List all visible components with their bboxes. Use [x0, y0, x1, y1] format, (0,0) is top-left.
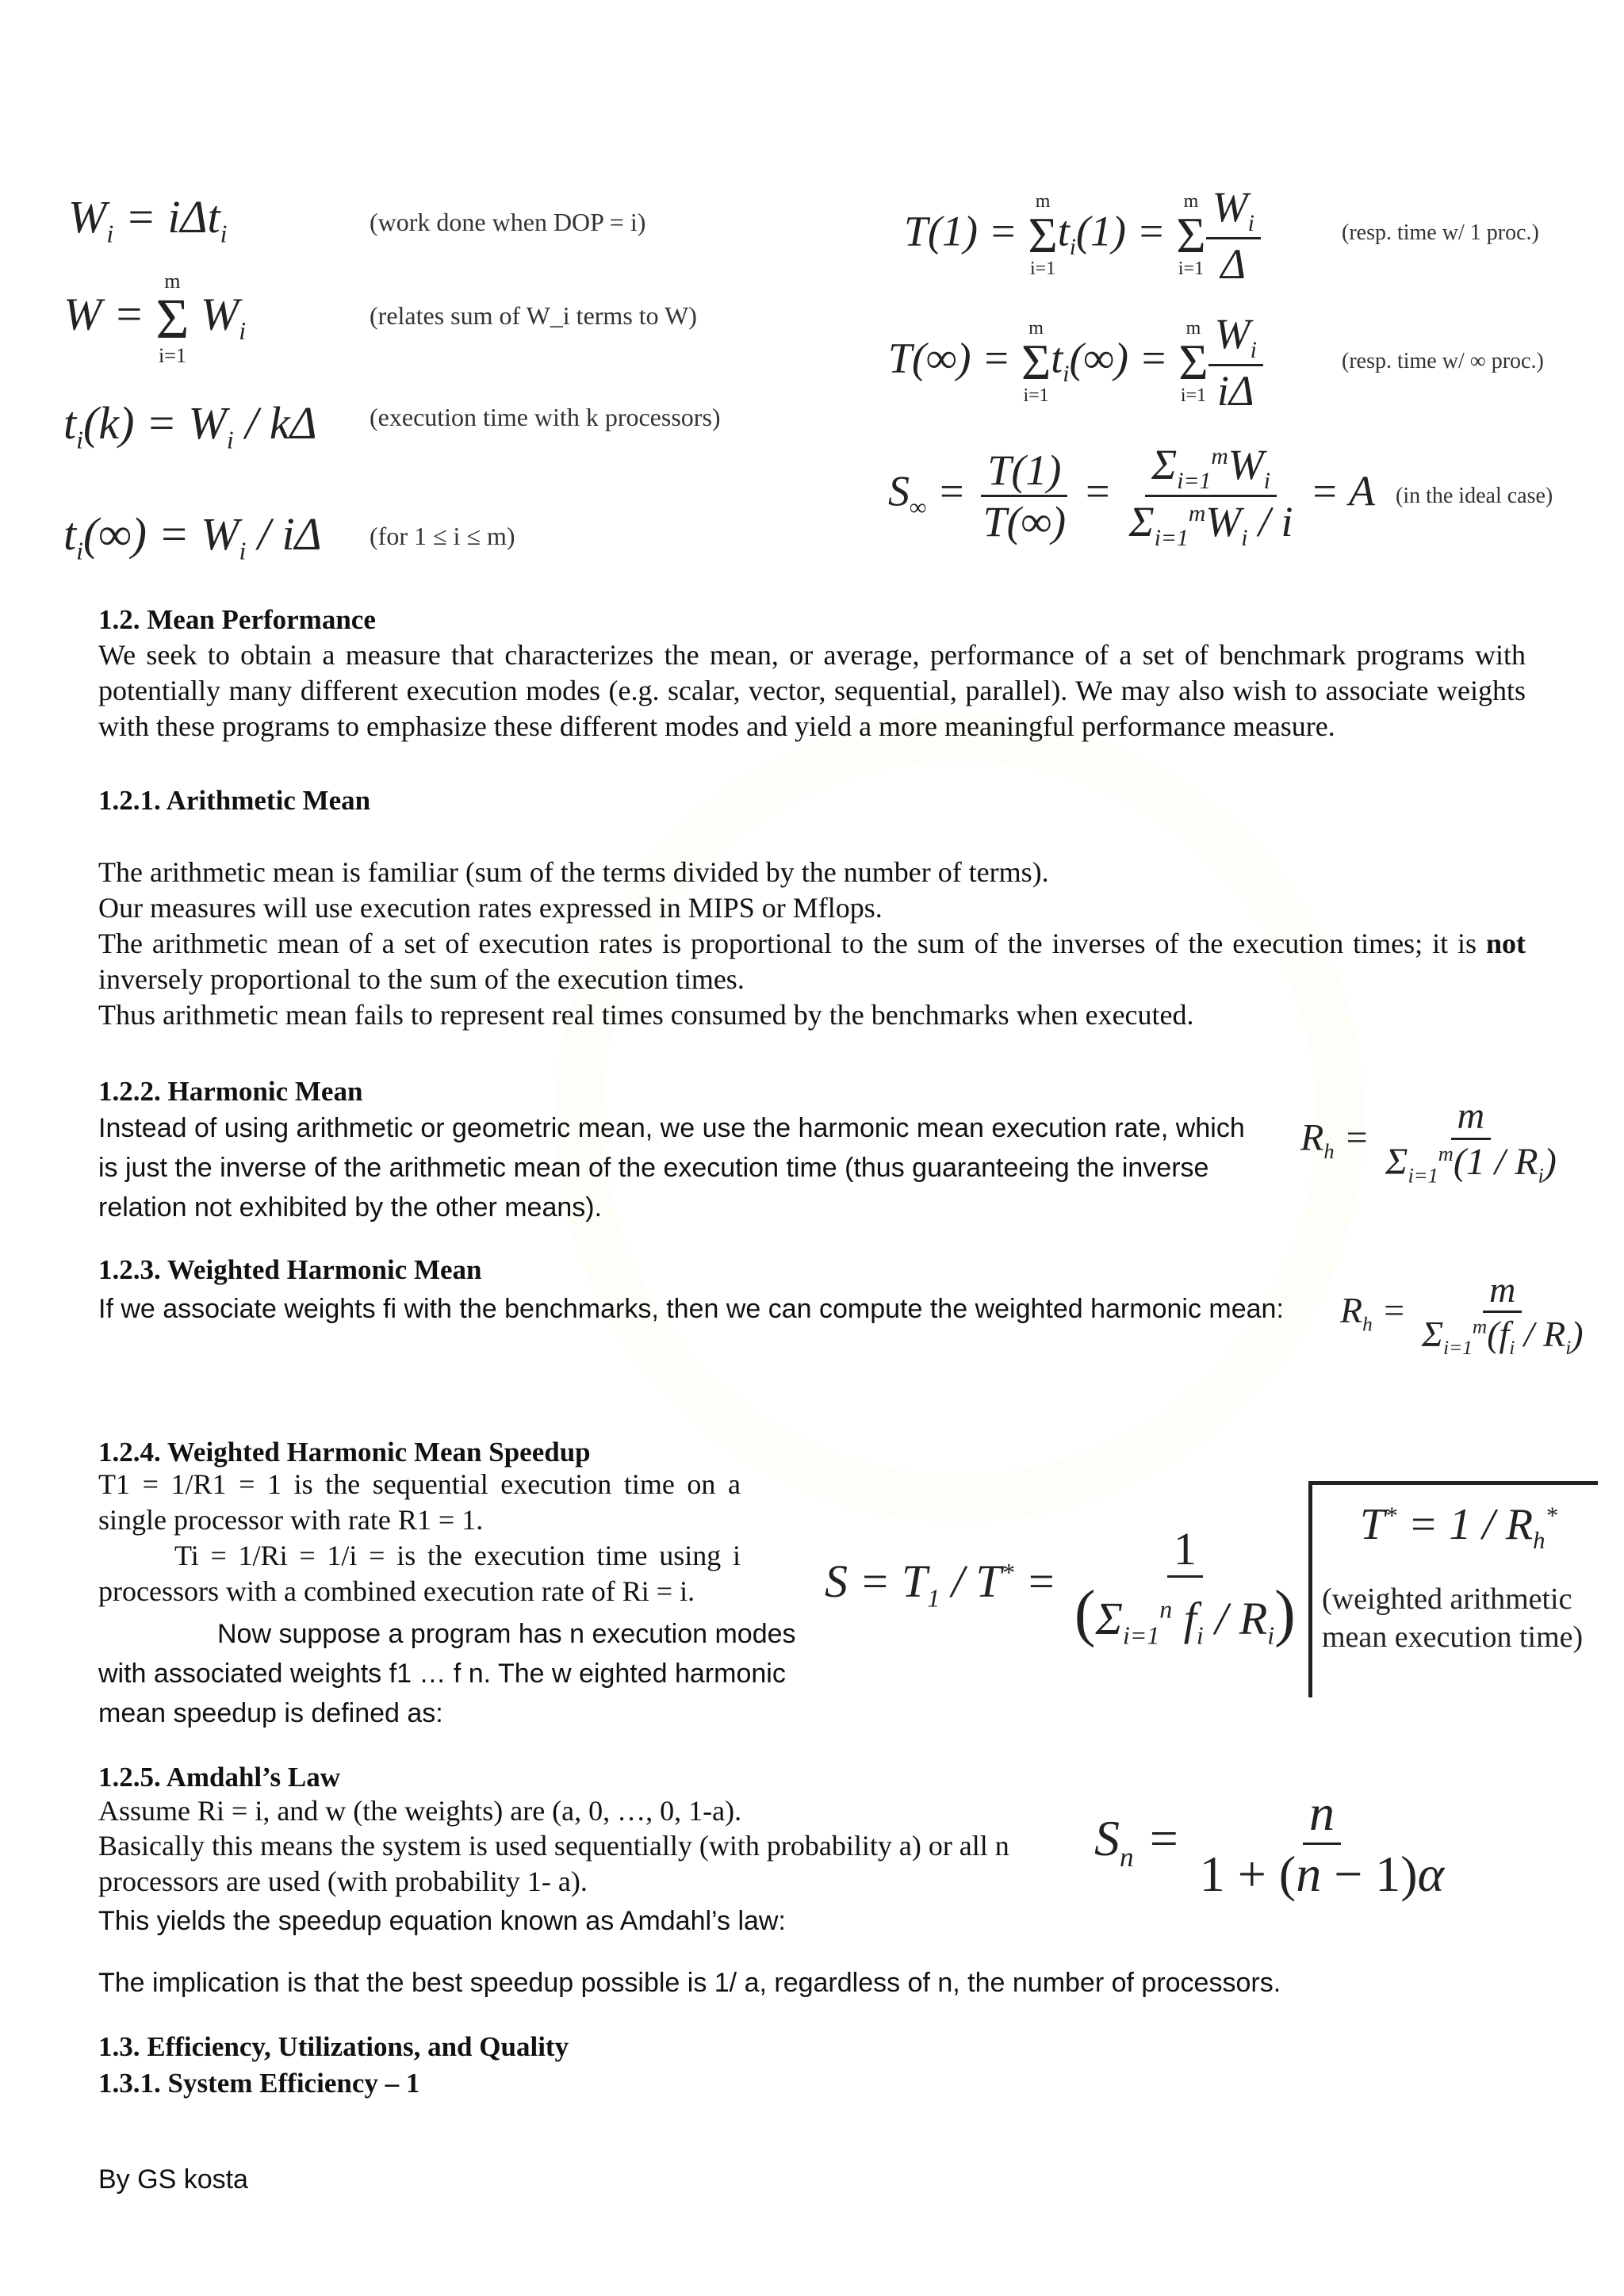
note-work-done: (work done when DOP = i) [370, 208, 646, 236]
amdahl-line-1: Assume Ri = i, and w (the weights) are (a, 0, …, 0, 1-a). [98, 1795, 742, 1827]
amdahl-line-2: Basically this means the system is used sequentially (with probability a) or all n processors are used (with probability 1- a). [98, 1830, 1009, 1897]
arithmetic-line-3b: inversely proportional to the sum of the execution times. [98, 963, 745, 995]
note-exec-time-k: (execution time with k processors) [370, 403, 721, 431]
heading-weighted-harmonic-mean-speedup: 1.2.4. Weighted Harmonic Mean Speedup [98, 1437, 591, 1468]
formula-harmonic-mean: $R_h$ = $\frac{m}{\Sigma_{i=1}^m(1 / R_i)}$ [1300, 1095, 1557, 1188]
arithmetic-line-3a: The arithmetic mean of a set of execution rates is proportional to the sum of the inverses of the execution times; it is [98, 928, 1486, 959]
heading-arithmetic-mean: 1.2.1. Arithmetic Mean [98, 785, 371, 816]
speedup-line-3: Now suppose a program has n execution modes with associated weights f1 … f n. The w eighted harmonic mean speedup is defined as: [98, 1619, 796, 1728]
amdahl-implication: The implication is that the best speedup possible is 1/ a, regardless of n, the number of processors. [98, 1968, 1281, 1998]
speedup-line-2: Ti = 1/Ri = 1/i = is the execution time using i processors with a combined execution rate of Ri = i. [98, 1540, 741, 1607]
heading-system-efficiency: 1.3.1. System Efficiency – 1 [98, 2068, 420, 2099]
box-mean-execution-time [1308, 1481, 1598, 1697]
note-tinf: (resp. time w/ ∞ proc.) [1342, 349, 1544, 373]
emphasis-not: not [1485, 928, 1526, 959]
weighted-harmonic-mean-body: If we associate weights fi with the benchmarks, then we can compute the weighted harmonic mean: [98, 1294, 1284, 1324]
formula-weighted-harmonic-mean: $R_h$ = $\frac{m}{\Sigma_{i=1}^m(f_i / R_i)}$ [1340, 1269, 1584, 1360]
footer-author: By GS kosta [98, 2164, 248, 2195]
arithmetic-mean-body [98, 855, 1526, 1033]
note-t1: (resp. time w/ 1 proc.) [1342, 220, 1539, 245]
arithmetic-line-1: The arithmetic mean is familiar (sum of the terms divided by the number of terms). [98, 856, 1049, 888]
note-exec-time-inf: (for 1 ≤ i ≤ m) [370, 522, 515, 550]
arithmetic-line-3 [98, 926, 1526, 997]
arithmetic-line-2: Our measures will use execution rates expressed in MIPS or Mflops. [98, 892, 883, 924]
heading-mean-performance: 1.2. Mean Performance [98, 604, 376, 635]
equation-speedup-inf: $S_\infty$ = $\frac{T(1)}{T(\infty)}$ = $\frac{\Sigma_{i=1}^mW_i}{\Sigma_{i=1}^mW_i / i}$ = A [888, 441, 1376, 551]
arithmetic-line-4: Thus arithmetic mean fails to represent real times consumed by the benchmarks when executed. [98, 999, 1194, 1031]
harmonic-mean-body: Instead of using arithmetic or geometric mean, we use the harmonic mean execution rate, which is just the inverse of the arithmetic mean of the execution time (thus guaranteeing the inverse relation not exhibited by the other means). [98, 1113, 1245, 1223]
equation-t1: T(1) = m Σ i=1 $t_i(1)$ = m Σ i=1 $\frac{W_i}{\Delta}$ [904, 182, 1261, 289]
heading-amdahls-law: 1.2.5. Amdahl’s Law [98, 1762, 341, 1793]
speedup-line-1: T1 = 1/R1 = 1 is the sequential execution time on a single processor with rate R1 = 1. [98, 1468, 741, 1536]
note-total-work: (relates sum of W_i terms to W) [370, 301, 697, 330]
equation-work-done: $W_i = i\Delta t_i$ [68, 191, 228, 248]
note-speedup-inf: (in the ideal case) [1396, 484, 1553, 508]
formula-weighted-arithmetic-mean: $T^* = 1 / R_h^*$ [1360, 1500, 1557, 1555]
equation-exec-time-k: $t_i(k) = W_i / k\Delta$ [63, 397, 317, 454]
mean-performance-body: We seek to obtain a measure that characterizes the mean, or average, performance of a set of benchmark programs with potentially many different execution modes (e.g. scalar, vector, sequential, parallel). We may also wish to associate weights with these programs to emphasize these different modes and yield a more meaningful performance measure. [98, 639, 1526, 742]
heading-harmonic-mean: 1.2.2. Harmonic Mean [98, 1076, 363, 1107]
amdahl-line-3: This yields the speedup equation known as Amdahl’s law: [98, 1906, 786, 1936]
equation-exec-time-inf: $t_i(\infty) = W_i / i\Delta$ [63, 508, 322, 565]
heading-efficiency: 1.3. Efficiency, Utilizations, and Quality [98, 2031, 569, 2062]
heading-weighted-harmonic-mean: 1.2.3. Weighted Harmonic Mean [98, 1254, 482, 1285]
formula-amdahl: $S_n$ = $\frac{n}{1 + (n - 1)\alpha}$ [1094, 1785, 1445, 1902]
equation-total-work: W = m Σ i=1 $W_i$ [63, 270, 247, 367]
equation-tinf: T(∞) = m Σ i=1 $t_i(\infty)$ = m Σ i=1 $\frac{W_i}{i\Delta}$ [888, 309, 1263, 415]
box-caption: (weighted arithmetic mean execution time) [1322, 1582, 1584, 1654]
formula-weighted-speedup: $S = T_1 / T^*$ = $\frac{1}{(\Sigma_{i=1}^n f_i / R_i)}$ [825, 1523, 1296, 1650]
